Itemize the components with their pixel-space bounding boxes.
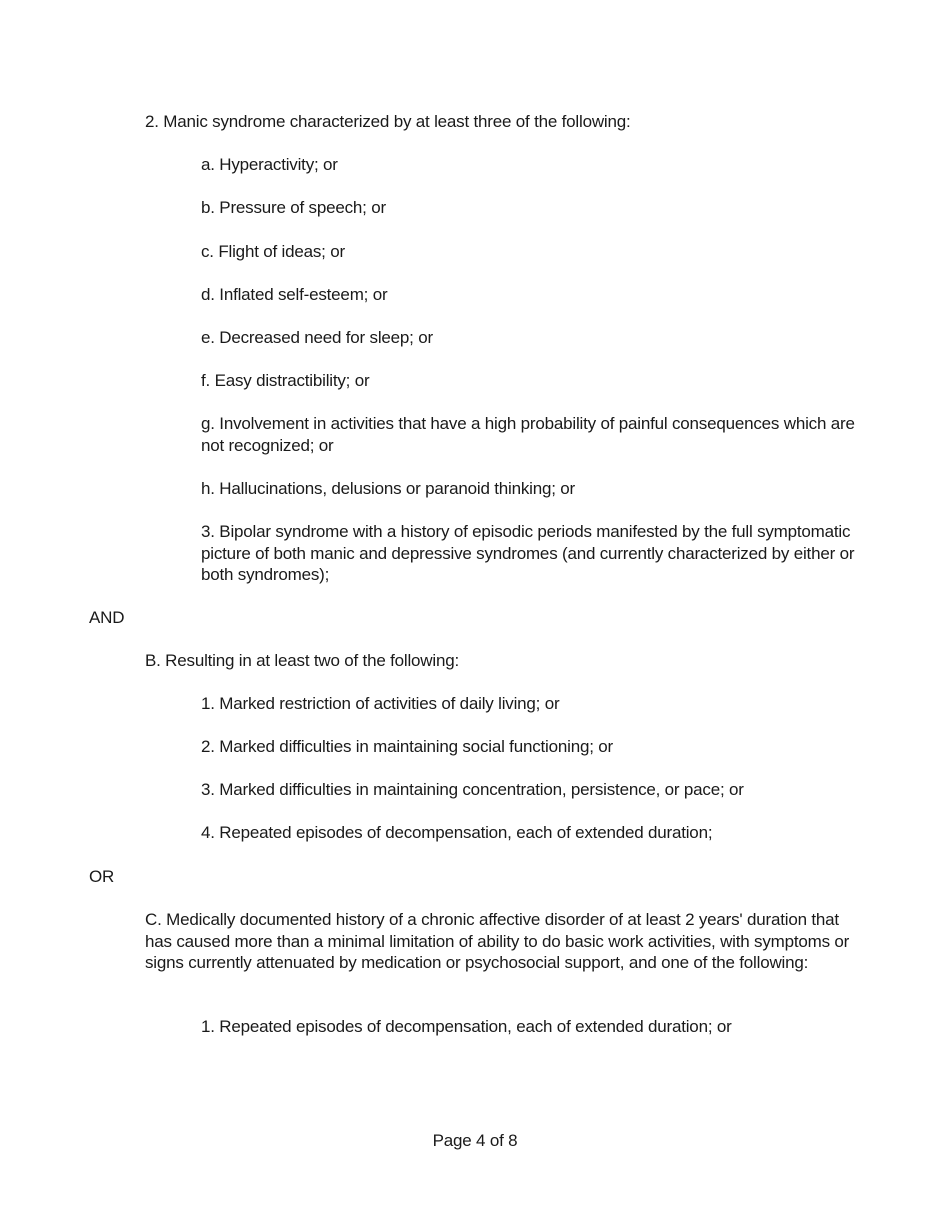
item-b1: 1. Marked restriction of activities of daily living; or — [201, 694, 560, 713]
connector-and: AND — [89, 608, 125, 627]
item-2g: g. Involvement in activities that have a high probability of painful consequences which are not recognized; or — [201, 414, 855, 455]
item-2-manic-syndrome: 2. Manic syndrome characterized by at least three of the following: — [145, 112, 631, 131]
item-2c: c. Flight of ideas; or — [201, 242, 345, 261]
item-2b: b. Pressure of speech; or — [201, 198, 386, 217]
item-2f: f. Easy distractibility; or — [201, 371, 370, 390]
item-3-bipolar-syndrome: 3. Bipolar syndrome with a history of episodic periods manifested by the full symptomatic picture of both manic and depressive syndromes (and currently characterized by either or both syndromes); — [201, 522, 855, 584]
item-c1: 1. Repeated episodes of decompensation, each of extended duration; or — [201, 1017, 732, 1036]
item-2d: d. Inflated self-esteem; or — [201, 285, 388, 304]
item-c-medically-documented: C. Medically documented history of a chronic affective disorder of at least 2 years' duration that has caused more than a minimal limitation of ability to do basic work activities, with symptoms or signs currently attenuated by medication or psychosocial support, and one of the following: — [145, 910, 850, 972]
item-2a: a. Hyperactivity; or — [201, 155, 338, 174]
item-b2: 2. Marked difficulties in maintaining social functioning; or — [201, 737, 613, 756]
item-2e: e. Decreased need for sleep; or — [201, 328, 433, 347]
page-number: Page 4 of 8 — [432, 1131, 518, 1150]
item-b3: 3. Marked difficulties in maintaining concentration, persistence, or pace; or — [201, 780, 744, 799]
item-b4: 4. Repeated episodes of decompensation, each of extended duration; — [201, 823, 713, 842]
connector-or: OR — [89, 867, 115, 886]
item-2h: h. Hallucinations, delusions or paranoid thinking; or — [201, 479, 576, 498]
item-b-resulting: B. Resulting in at least two of the following: — [145, 651, 459, 670]
